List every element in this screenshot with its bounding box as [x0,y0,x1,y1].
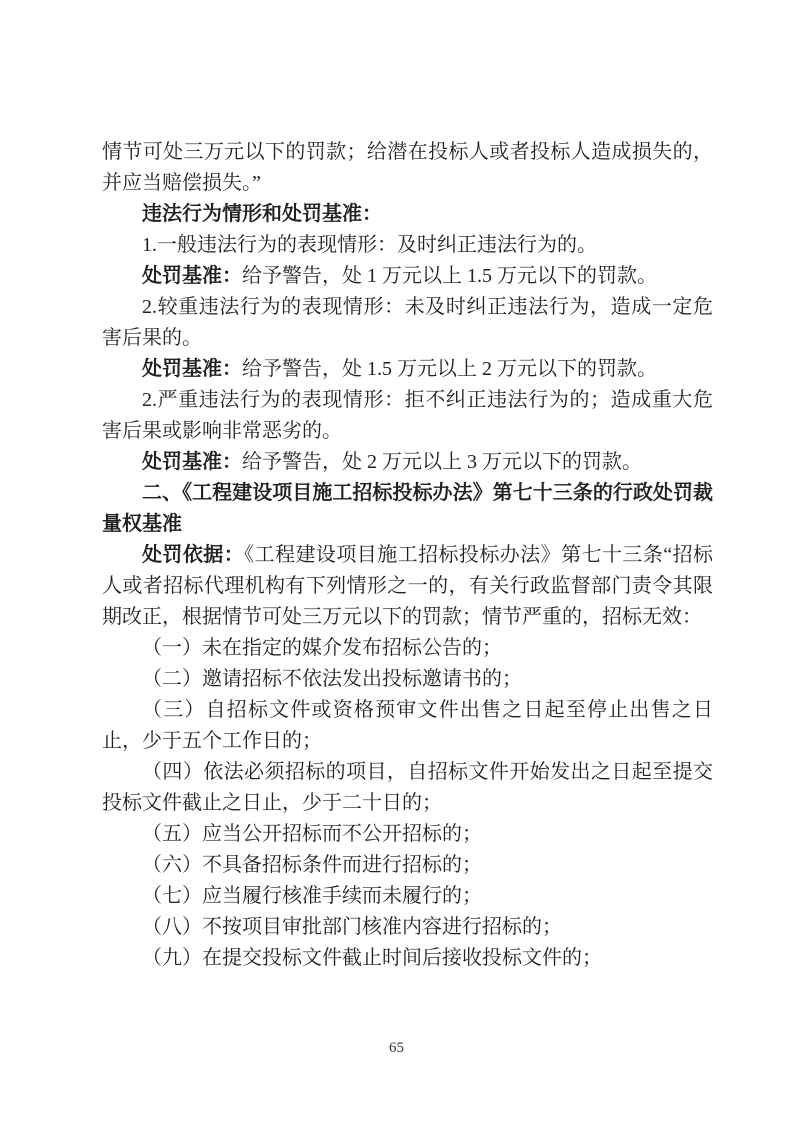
paragraph-item [102,230,713,261]
list-item [102,757,713,819]
paragraph-penalty [102,354,713,385]
bold-text-run: 处罚基准： [142,451,242,473]
list-item [102,664,713,695]
text-run: （六）不具备招标条件而进行招标的； [142,854,482,876]
paragraph-penalty [102,261,713,292]
list-item [102,819,713,850]
text-run: 情节可处三万元以下的罚款；给潜在投标人或者投标人造成损失的，并应当赔偿损失。” [102,141,713,194]
bold-text-run: 二、《工程建设项目施工招标投标办法》第七十三条的行政处罚裁量权基准 [102,482,713,535]
text-run: 2.较重违法行为的表现情形：未及时纠正违法行为，造成一定危害后果的。 [102,296,713,349]
text-run: （五）应当公开招标而不公开招标的； [142,823,482,845]
list-item [102,633,713,664]
bold-text-run: 处罚基准： [142,358,242,380]
document-body [102,137,713,974]
bold-text-run: 处罚基准： [142,265,242,287]
text-run: 给予警告，处 1 万元以上 1.5 万元以下的罚款。 [242,265,657,287]
paragraph-item [102,385,713,447]
text-run: 给予警告，处 1.5 万元以上 2 万元以下的罚款。 [242,358,657,380]
paragraph-continuation [102,137,713,199]
paragraph-penalty [102,447,713,478]
paragraph-item [102,292,713,354]
text-run: 给予警告，处 2 万元以上 3 万元以下的罚款。 [242,451,642,473]
bold-text-run: 违法行为情形和处罚基准： [142,203,382,225]
text-run: （四）依法必须招标的项目，自招标文件开始发出之日起至提交投标文件截止之日止，少于二十日的； [102,761,713,814]
page-number: 65 [389,1040,404,1056]
text-run: （三）自招标文件或资格预审文件出售之日起至停止出售之日止，少于五个工作日的； [102,699,713,752]
text-run: 《工程建设项目施工招标投标办法》第七十三条“招标人或者招标代理机构有下列情形之一的，有关行政监督部门责令其限期改正，根据情节可处三万元以下的罚款；情节严重的，招标无效： [102,544,713,628]
text-run: （二）邀请招标不依法发出投标邀请书的； [142,668,522,690]
text-run: （七）应当履行核准手续而未履行的； [142,885,482,907]
list-item [102,695,713,757]
text-run: （一）未在指定的媒介发布招标公告的； [142,637,502,659]
paragraph-basis [102,540,713,633]
text-run: （九）在提交投标文件截止时间后接收投标文件的； [142,947,602,969]
list-item [102,943,713,974]
subsection-heading [102,199,713,230]
text-run: 1.一般违法行为的表现情形：及时纠正违法行为的。 [142,234,597,256]
text-run: （八）不按项目审批部门核准内容进行招标的； [142,916,562,938]
list-item [102,850,713,881]
text-run: 2.严重违法行为的表现情形：拒不纠正违法行为的；造成重大危害后果或影响非常恶劣的。 [102,389,713,442]
section-heading [102,478,713,540]
list-item [102,912,713,943]
bold-text-run: 处罚依据： [142,544,245,566]
list-item [102,881,713,912]
